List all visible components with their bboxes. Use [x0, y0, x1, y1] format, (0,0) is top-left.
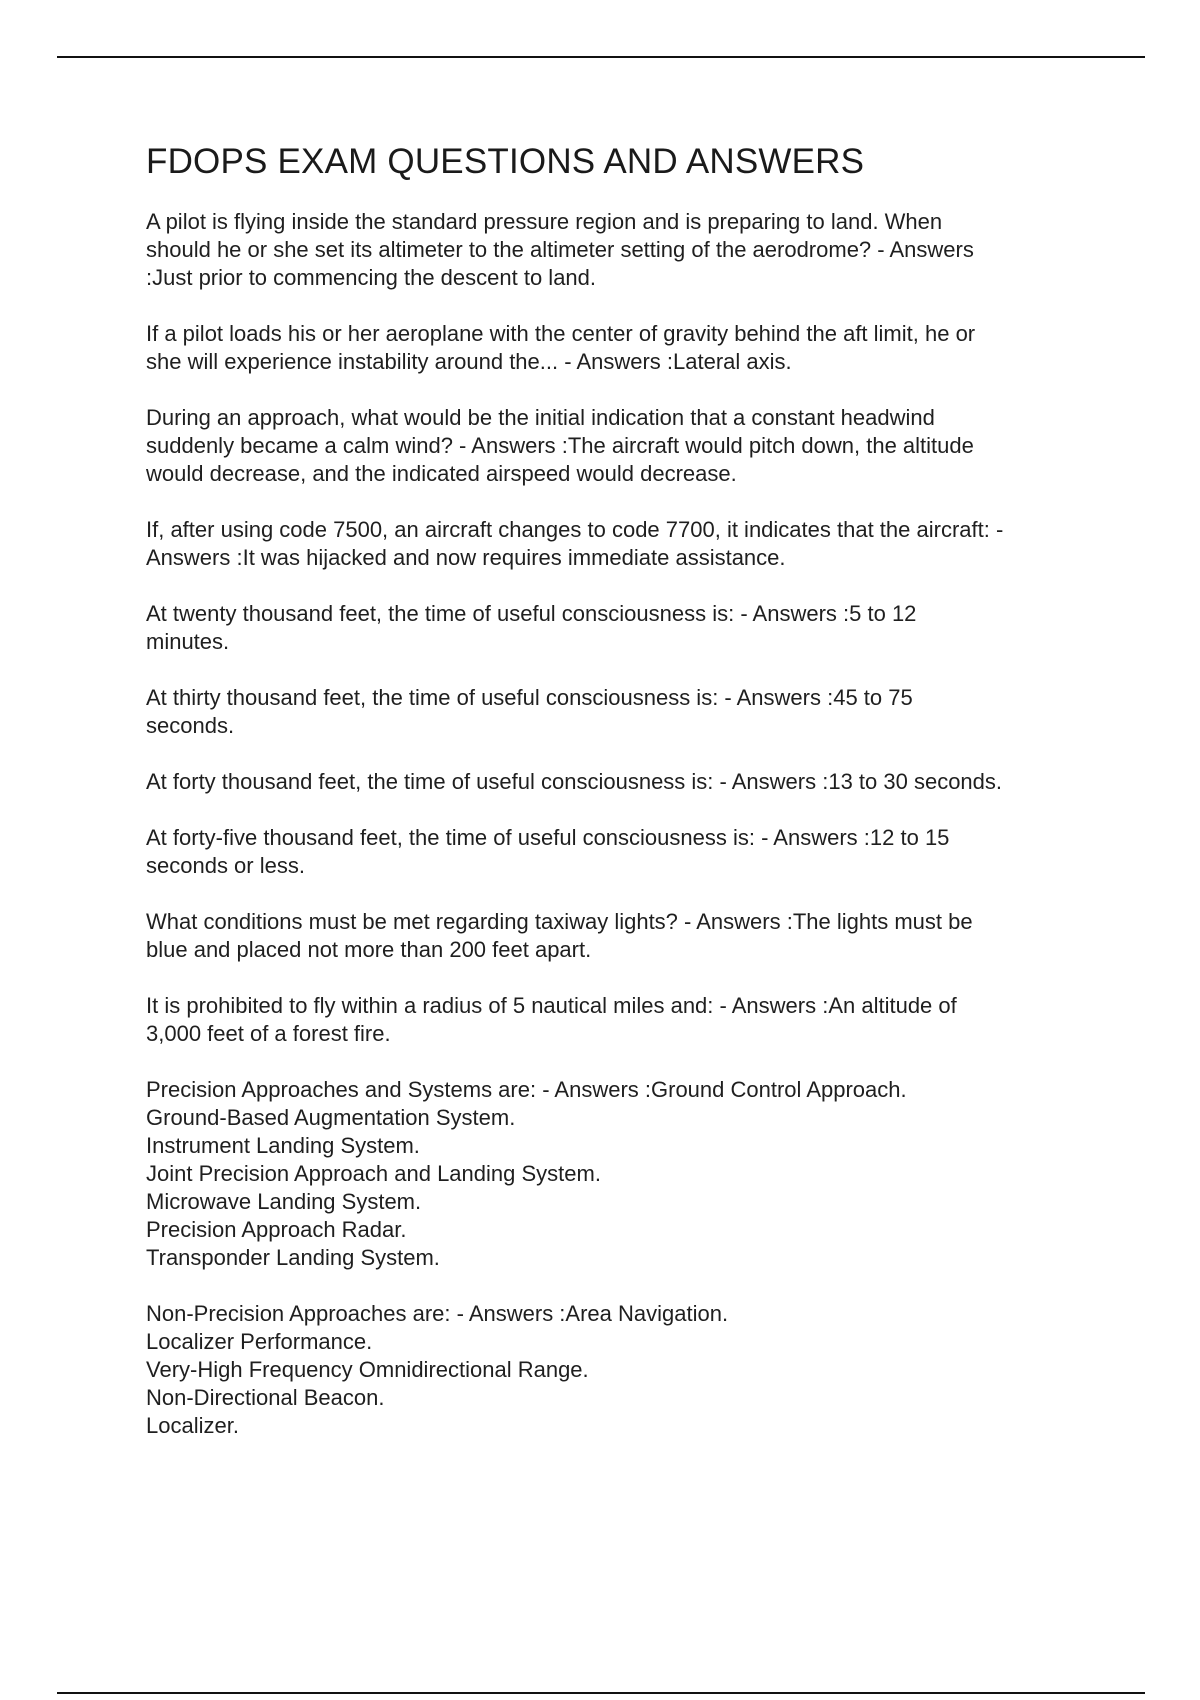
qa-entry	[146, 600, 1096, 656]
qa-entry	[146, 768, 1096, 796]
qa-line: Precision Approaches and Systems are: - Answers :Ground Control Approach.	[146, 1077, 907, 1102]
qa-line: Microwave Landing System.	[146, 1189, 422, 1214]
qa-line: During an approach, what would be the initial indication that a constant headwind	[146, 405, 935, 430]
qa-entry	[146, 1076, 1096, 1272]
qa-line: seconds.	[146, 713, 235, 738]
qa-entry	[146, 320, 1096, 376]
qa-line: Localizer.	[146, 1413, 239, 1438]
qa-line: seconds or less.	[146, 853, 305, 878]
qa-entry	[146, 208, 1096, 292]
qa-line: 3,000 feet of a forest fire.	[146, 1021, 391, 1046]
qa-line: At forty thousand feet, the time of useful consciousness is: - Answers :13 to 30 seconds.	[146, 769, 1003, 794]
document-body	[146, 142, 1096, 1468]
qa-line: At thirty thousand feet, the time of useful consciousness is: - Answers :45 to 75	[146, 685, 913, 710]
qa-entry	[146, 404, 1096, 488]
footer-rule	[57, 1692, 1145, 1694]
qa-line: blue and placed not more than 200 feet apart.	[146, 937, 592, 962]
qa-entry	[146, 824, 1096, 880]
qa-line: It is prohibited to fly within a radius of 5 nautical miles and: - Answers :An altitude of	[146, 993, 957, 1018]
document-title: FDOPS EXAM QUESTIONS AND ANSWERS	[146, 142, 865, 181]
qa-line: If a pilot loads his or her aeroplane with the center of gravity behind the aft limit, he or	[146, 321, 976, 346]
qa-line: Very-High Frequency Omnidirectional Range.	[146, 1357, 589, 1382]
qa-line: A pilot is flying inside the standard pressure region and is preparing to land. When	[146, 209, 943, 234]
qa-line: At twenty thousand feet, the time of useful consciousness is: - Answers :5 to 12	[146, 601, 917, 626]
header-rule	[57, 56, 1145, 58]
qa-line: :Just prior to commencing the descent to land.	[146, 265, 597, 290]
qa-line: Answers :It was hijacked and now requires immediate assistance.	[146, 545, 786, 570]
qa-line: Ground-Based Augmentation System.	[146, 1105, 516, 1130]
qa-entry	[146, 1300, 1096, 1440]
qa-entry	[146, 516, 1096, 572]
qa-line: Precision Approach Radar.	[146, 1217, 407, 1242]
qa-line: suddenly became a calm wind? - Answers :The aircraft would pitch down, the altitude	[146, 433, 974, 458]
qa-line: she will experience instability around the... - Answers :Lateral axis.	[146, 349, 792, 374]
qa-line: If, after using code 7500, an aircraft changes to code 7700, it indicates that the aircraft: -	[146, 517, 1004, 542]
qa-list	[146, 208, 1096, 1440]
qa-line: What conditions must be met regarding taxiway lights? - Answers :The lights must be	[146, 909, 973, 934]
qa-line: Non-Precision Approaches are: - Answers :Area Navigation.	[146, 1301, 729, 1326]
qa-line: Instrument Landing System.	[146, 1133, 420, 1158]
qa-line: At forty-five thousand feet, the time of useful consciousness is: - Answers :12 to 15	[146, 825, 950, 850]
qa-line: Joint Precision Approach and Landing System.	[146, 1161, 601, 1186]
qa-line: Transponder Landing System.	[146, 1245, 440, 1270]
qa-line: should he or she set its altimeter to the altimeter setting of the aerodrome? - Answers	[146, 237, 974, 262]
qa-entry	[146, 908, 1096, 964]
qa-line: would decrease, and the indicated airspeed would decrease.	[146, 461, 737, 486]
qa-line: Non-Directional Beacon.	[146, 1385, 385, 1410]
qa-line: Localizer Performance.	[146, 1329, 373, 1354]
qa-entry	[146, 684, 1096, 740]
qa-line: minutes.	[146, 629, 230, 654]
qa-entry	[146, 992, 1096, 1048]
